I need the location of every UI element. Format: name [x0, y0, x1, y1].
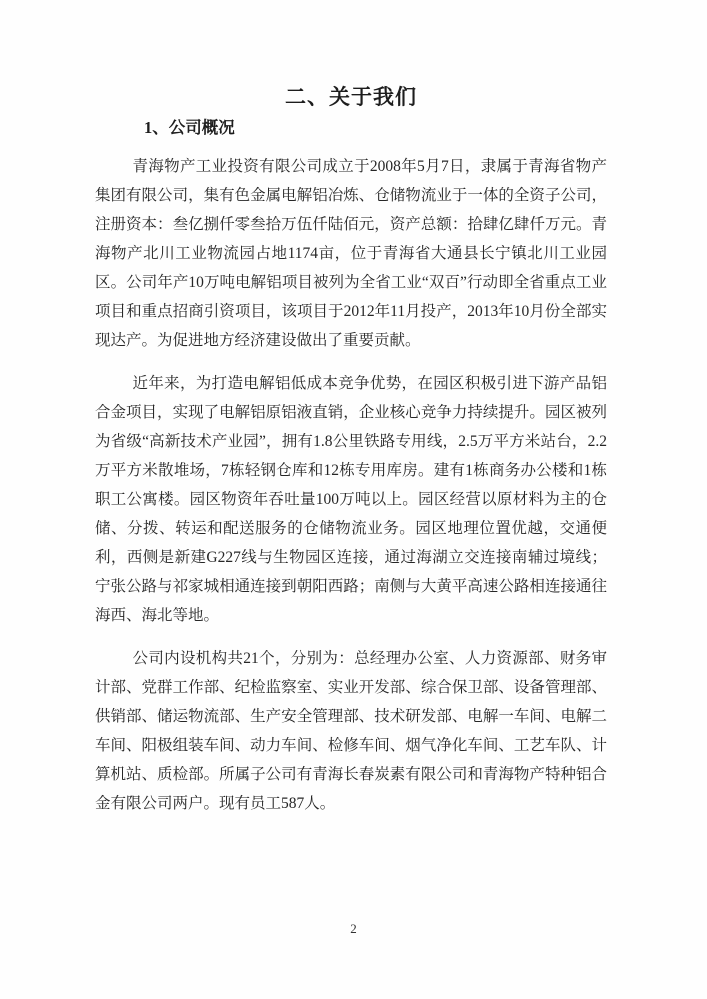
document-content [95, 84, 607, 832]
page-title: 二、关于我们 [285, 86, 417, 109]
paragraph-park-advantages: 近年来，为打造电解铝低成本竞争优势，在园区积极引进下游产品铝合金项目，实现了电解铝原铝液直销，企业核心竞争力持续提升。园区被列为省级“高新技术产业园”，拥有1.8公里铁路专用线，2.5万平方米站台，2.2万平方米散堆场，7栋轻钢仓库和12栋专用库房。建有1栋商务办公楼和1栋职工公寓楼。园区物资年吞吐量100万吨以上。园区经营以原材料为主的仓储、分拨、转运和配送服务的仓储物流业务。园区地理位置优越，交通便利，西侧是新建G227线与生物园区连接，通过海湖立交连接南辅过境线；宁张公路与祁家城相通连接到朝阳西路；南侧与大黄平高速公路相连接通往海西、海北等地。 [95, 375, 607, 624]
section-heading: 1、公司概况 [144, 118, 235, 137]
paragraph-org-structure: 公司内设机构共21个，分别为：总经理办公室、人力资源部、财务审计部、党群工作部、纪检监察室、实业开发部、综合保卫部、设备管理部、供销部、储运物流部、生产安全管理部、技术研发部、电解一车间、电解二车间、阳极组装车间、动力车间、检修车间、烟气净化车间、工艺车队、计算机站、质检部。所属子公司有青海长春炭素有限公司和青海物产特种铝合金有限公司两户。现有员工587人。 [95, 650, 607, 812]
page-number: 2 [350, 921, 357, 936]
paragraph-company-overview: 青海物产工业投资有限公司成立于2008年5月7日，隶属于青海省物产集团有限公司，集有色金属电解铝冶炼、仓储物流业于一体的全资子公司，注册资本：叁亿捌仟零叁拾万伍仟陆佰元，资产总额：拾肆亿肆仟万元。青海物产北川工业物流园占地1174亩，位于青海省大通县长宁镇北川工业园区。公司年产10万吨电解铝项目被列为全省工业“双百”行动即全省重点工业项目和重点招商引资项目，该项目于2012年11月投产，2013年10月份全部实现达产。为促进地方经济建设做出了重要贡献。 [95, 158, 607, 349]
